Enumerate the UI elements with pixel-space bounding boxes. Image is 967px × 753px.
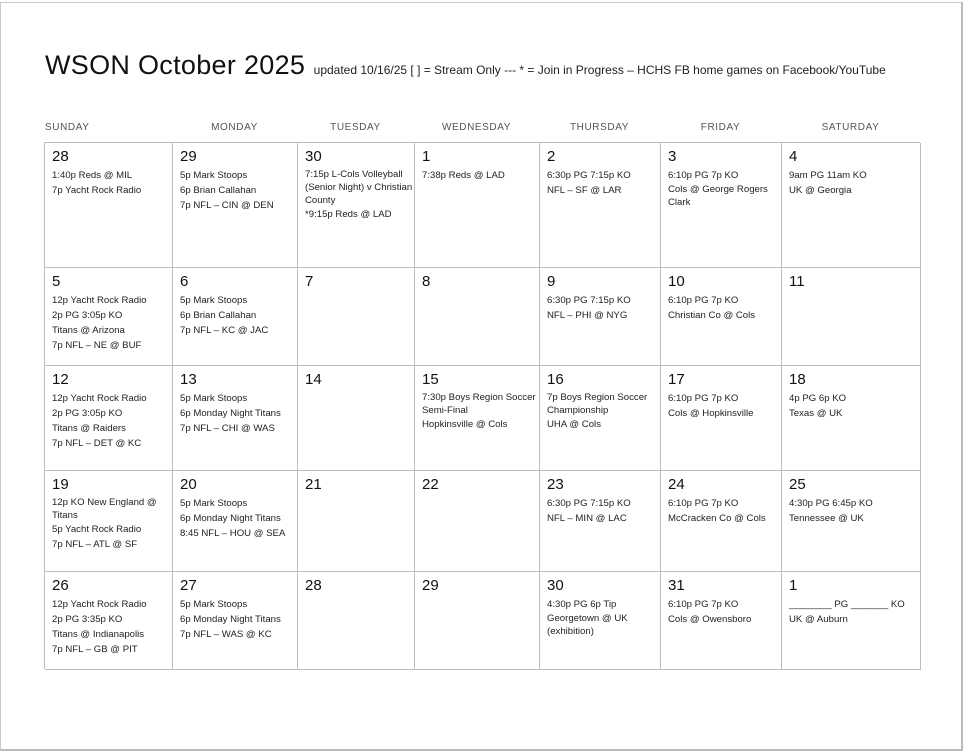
event-entry: 7p Yacht Rock Radio [52, 185, 142, 196]
weekday-label-wednesday: WEDNESDAY [441, 122, 512, 133]
event-entry: 6:10p PG 7p KO [668, 295, 739, 306]
event-entry: 12p KO New England @ Titans [52, 497, 157, 521]
weekday-label-monday: MONDAY [211, 122, 258, 133]
calendar-day-cell [415, 143, 540, 268]
day-number: 15 [422, 371, 439, 388]
weekday-label-tuesday: TUESDAY [330, 122, 381, 133]
day-number: 2 [547, 148, 556, 165]
event-entry: 7p NFL – KC @ JAC [180, 325, 269, 336]
calendar-grid [44, 142, 920, 669]
event-entry: 9am PG 11am KO [789, 170, 867, 181]
header [45, 50, 886, 81]
weekday-label-saturday: SATURDAY [821, 122, 880, 133]
day-number: 7 [305, 273, 314, 290]
event-entry: Titans @ Raiders [52, 423, 126, 434]
event-entry: 5p Mark Stoops [180, 170, 248, 181]
day-number: 19 [52, 476, 69, 493]
calendar-day-cell [415, 268, 540, 366]
event-entry: 2p PG 3:05p KO [52, 310, 123, 321]
event-entry: UK @ Auburn [789, 614, 848, 625]
day-number: 23 [547, 476, 564, 493]
day-number: 30 [305, 148, 322, 165]
event-entry: 6p Monday Night Titans [180, 408, 281, 419]
weekday-label-sunday: SUNDAY [45, 122, 90, 133]
day-number: 13 [180, 371, 197, 388]
day-number: 3 [668, 148, 677, 165]
event-entry: NFL – SF @ LAR [547, 185, 622, 196]
day-number: 20 [180, 476, 197, 493]
event-entry: 7p NFL – CIN @ DEN [180, 200, 274, 211]
calendar-day-cell [661, 572, 782, 670]
event-entry: Christian Co @ Cols [668, 310, 756, 321]
calendar-day-cell [45, 471, 173, 572]
calendar-day-cell [45, 268, 173, 366]
calendar-day-cell [782, 268, 921, 366]
day-number: 5 [52, 273, 61, 290]
calendar-day-cell [540, 572, 661, 670]
day-number: 28 [305, 577, 322, 594]
event-entry: McCracken Co @ Cols [668, 513, 766, 524]
calendar-day-cell [173, 268, 298, 366]
day-number: 18 [789, 371, 806, 388]
event-entry: 7p NFL – WAS @ KC [180, 629, 272, 640]
event-entry: 7p NFL – ATL @ SF [52, 539, 138, 550]
calendar-day-cell [782, 366, 921, 471]
day-number: 29 [422, 577, 439, 594]
calendar-day-cell [45, 143, 173, 268]
event-entry: ________ PG _______ KO [789, 599, 905, 610]
event-entry: Titans @ Arizona [52, 325, 125, 336]
event-entry: 12p Yacht Rock Radio [52, 295, 147, 306]
event-entry: 12p Yacht Rock Radio [52, 599, 147, 610]
day-number: 27 [180, 577, 197, 594]
day-number: 30 [547, 577, 564, 594]
event-entry: 6p Monday Night Titans [180, 614, 281, 625]
event-entry: 7:15p L-Cols Volleyball (Senior Night) v Christian County [305, 169, 413, 206]
day-number: 1 [789, 577, 798, 594]
calendar-day-cell [173, 143, 298, 268]
day-number: 26 [52, 577, 69, 594]
day-number: 10 [668, 273, 685, 290]
event-entry: NFL – PHI @ NYG [547, 310, 628, 321]
event-entry: 7p NFL – DET @ KC [52, 438, 142, 449]
day-number: 11 [789, 273, 805, 290]
calendar-day-cell [298, 471, 415, 572]
event-entry: 6:10p PG 7p KO [668, 170, 739, 181]
calendar-day-cell [782, 572, 921, 670]
page-subtitle: updated 10/16/25 [ ] = Stream Only --- * = Join in Progress – HCHS FB home games on Facebook/YouTube [313, 63, 886, 77]
event-entry: 6p Brian Callahan [180, 310, 257, 321]
event-entry: Tennessee @ UK [789, 513, 864, 524]
calendar-day-cell [45, 572, 173, 670]
calendar-day-cell [173, 572, 298, 670]
calendar-day-cell [298, 366, 415, 471]
event-entry: 7p Boys Region Soccer Championship [547, 392, 648, 416]
event-entry: 6:30p PG 7:15p KO [547, 170, 631, 181]
event-entry: 5p Mark Stoops [180, 498, 248, 509]
day-number: 6 [180, 273, 189, 290]
event-entry: 2p PG 3:35p KO [52, 614, 123, 625]
day-number: 8 [422, 273, 431, 290]
calendar-day-cell [415, 572, 540, 670]
day-number: 1 [422, 148, 431, 165]
day-number: 31 [668, 577, 685, 594]
calendar-day-cell [540, 143, 661, 268]
calendar-day-cell [782, 471, 921, 572]
event-entry: 7p NFL – GB @ PIT [52, 644, 138, 655]
day-number: 9 [547, 273, 556, 290]
event-entry: 4:30p PG 6:45p KO [789, 498, 873, 509]
page-title: WSON October 2025 [45, 50, 306, 80]
event-entry: 7p NFL – NE @ BUF [52, 340, 142, 351]
event-entry: 12p Yacht Rock Radio [52, 393, 147, 404]
calendar-day-cell [540, 471, 661, 572]
day-number: 25 [789, 476, 806, 493]
event-entry: *9:15p Reds @ LAD [305, 209, 392, 220]
weekday-header-row [44, 122, 920, 133]
event-entry: 4p PG 6p KO [789, 393, 847, 404]
calendar-day-cell [540, 366, 661, 471]
calendar-day-cell [540, 268, 661, 366]
calendar-day-cell [173, 366, 298, 471]
event-entry: 5p Mark Stoops [180, 295, 248, 306]
day-number: 4 [789, 148, 798, 165]
event-entry: Hopkinsville @ Cols [422, 419, 508, 430]
calendar-day-cell [415, 471, 540, 572]
event-entry: 4:30p PG 6p Tip [547, 599, 617, 610]
event-entry: UHA @ Cols [547, 419, 601, 430]
calendar-day-cell [298, 572, 415, 670]
event-entry: 8:45 NFL – HOU @ SEA [180, 528, 286, 539]
event-entry: 6:30p PG 7:15p KO [547, 498, 631, 509]
event-entry: 5p Mark Stoops [180, 599, 248, 610]
event-entry: 5p Mark Stoops [180, 393, 248, 404]
day-number: 22 [422, 476, 439, 493]
event-entry: 7:38p Reds @ LAD [422, 170, 505, 181]
calendar-day-cell [45, 366, 173, 471]
weekday-label-thursday: THURSDAY [569, 122, 630, 133]
day-number: 21 [305, 476, 322, 493]
event-entry: 7p NFL – CHI @ WAS [180, 423, 275, 434]
day-number: 16 [547, 371, 564, 388]
event-entry: 2p PG 3:05p KO [52, 408, 123, 419]
calendar-day-cell [782, 143, 921, 268]
calendar-day-cell [661, 471, 782, 572]
event-entry: 6p Monday Night Titans [180, 513, 281, 524]
event-entry: 5p Yacht Rock Radio [52, 524, 142, 535]
event-entry: Cols @ George Rogers Clark [668, 184, 768, 208]
event-entry: 1:40p Reds @ MIL [52, 170, 133, 181]
weekday-label-friday: FRIDAY [700, 122, 741, 133]
day-number: 28 [52, 148, 69, 165]
day-number: 12 [52, 371, 69, 388]
event-entry: Titans @ Indianapolis [52, 629, 145, 640]
event-entry: 7:30p Boys Region Soccer Semi-Final [422, 392, 536, 416]
event-entry: Texas @ UK [789, 408, 843, 419]
day-number: 14 [305, 371, 322, 388]
event-entry: Cols @ Owensboro [668, 614, 752, 625]
calendar-day-cell [661, 143, 782, 268]
day-number: 17 [668, 371, 685, 388]
event-entry: UK @ Georgia [789, 185, 852, 196]
event-entry: 6:10p PG 7p KO [668, 599, 739, 610]
event-entry: 6p Brian Callahan [180, 185, 257, 196]
event-entry: Georgetown @ UK (exhibition) [547, 613, 628, 637]
event-entry: 6:10p PG 7p KO [668, 498, 739, 509]
calendar-day-cell [415, 366, 540, 471]
event-entry: NFL – MIN @ LAC [547, 513, 627, 524]
calendar-day-cell [298, 268, 415, 366]
calendar-day-cell [661, 268, 782, 366]
event-entry: 6:10p PG 7p KO [668, 393, 739, 404]
calendar-day-cell [298, 143, 415, 268]
calendar-day-cell [173, 471, 298, 572]
calendar-day-cell [661, 366, 782, 471]
day-number: 29 [180, 148, 197, 165]
event-entry: Cols @ Hopkinsville [668, 408, 754, 419]
event-entry: 6:30p PG 7:15p KO [547, 295, 631, 306]
day-number: 24 [668, 476, 685, 493]
